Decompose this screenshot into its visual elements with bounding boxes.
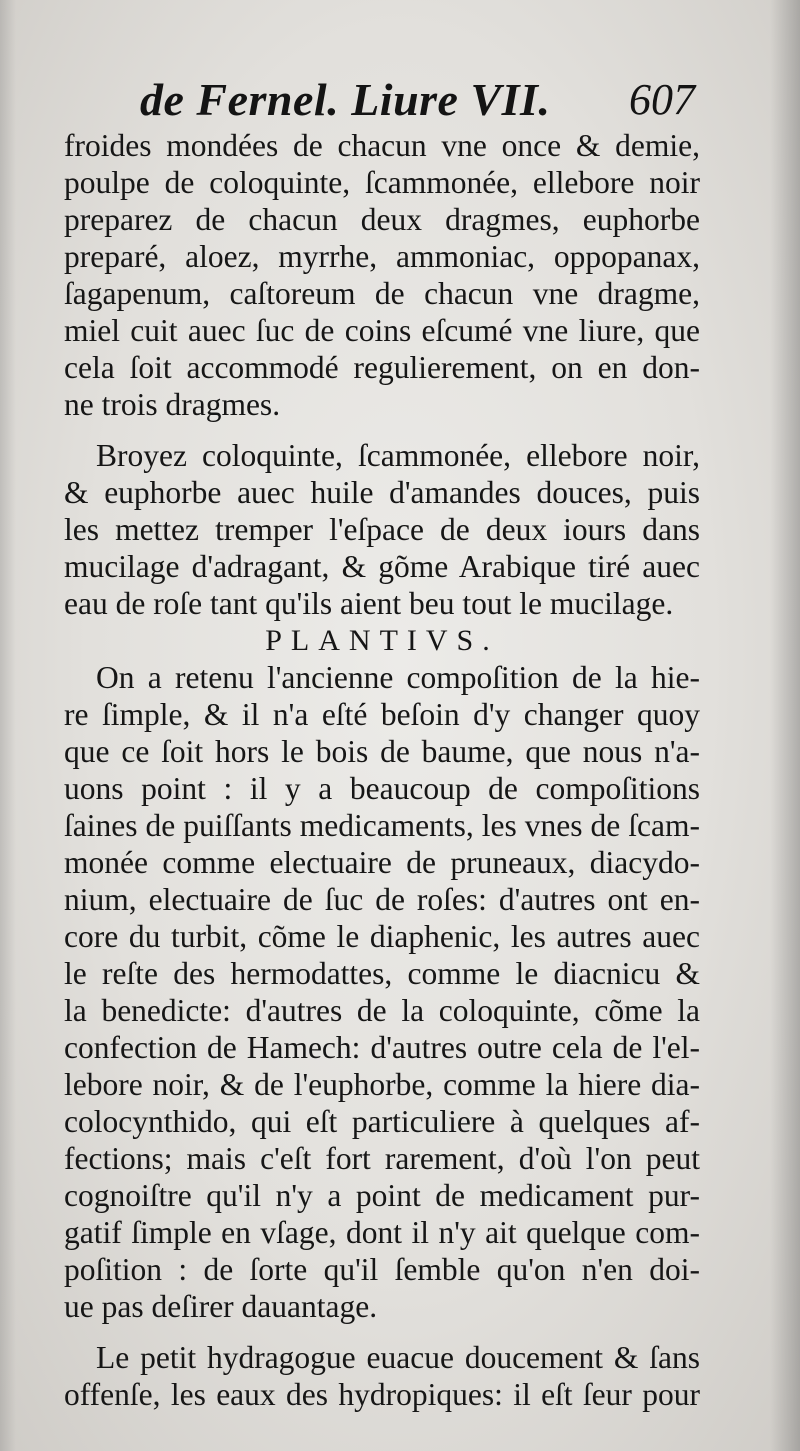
text-line: poulpe de coloquinte, ſcammonée, ellebore noir [64,165,700,200]
text-line: nium, electuaire de ſuc de roſes: d'autres ont en- [64,882,700,917]
text-line: uons point : il y a beaucoup de compoſitions [64,771,700,806]
text-line: Le petit hydragogue euacue doucement & ſans [96,1340,700,1375]
right-edge-shadow [770,0,800,1451]
text-line: gatif ſimple en vſage, dont il n'y ait quelque com- [64,1215,700,1250]
text-line: offenſe, les eaux des hydropiques: il eſt ſeur pour [64,1377,700,1412]
text-line: fections; mais c'eſt fort rarement, d'où l'on peut [64,1141,700,1176]
text-line: re ſimple, & il n'a eſté beſoin d'y changer quoy [64,697,700,732]
text-line: poſition : de ſorte qu'il ſemble qu'on n'en doi- [64,1252,700,1287]
text-line: On a retenu l'ancienne compoſition de la hie- [96,660,700,695]
text-line: preparez de chacun deux dragmes, euphorbe [64,202,700,237]
text-line: ne trois dragmes. [64,387,281,422]
running-title: de Fernel. Liure VII. [140,74,551,125]
text-line: & euphorbe auec huile d'amandes douces, puis [64,475,700,510]
text-line: que ce ſoit hors le bois de baume, que nous n'a- [64,734,700,769]
text-line: les mettez tremper l'eſpace de deux iours dans [64,512,700,547]
text-line: monée comme electuaire de pruneaux, diacydo- [64,845,700,880]
page-header [140,70,695,130]
text-line: froides mondées de chacun vne once & demie, [64,128,700,163]
text-line: ſaines de puiſſants medicaments, les vnes de ſcam- [64,808,700,843]
section-heading: PLANTIVS. [265,624,499,657]
left-edge-shadow [0,0,16,1451]
text-line: core du turbit, cõme le diaphenic, les autres auec [64,919,700,954]
text-line: lebore noir, & de l'euphorbe, comme la hiere dia- [64,1067,700,1102]
text-line: ue pas deſirer dauantage. [64,1289,378,1324]
text-line: ſagapenum, caſtoreum de chacun vne dragme, [64,276,700,311]
text-line: Broyez coloquinte, ſcammonée, ellebore noir, [96,438,700,473]
page-number: 607 [629,75,695,124]
text-line: colocynthido, qui eſt particuliere à quelques af- [64,1104,700,1139]
text-line: cela ſoit accommodé regulierement, on en don- [64,350,700,385]
text-line: miel cuit auec ſuc de coins eſcumé vne liure, que [64,313,700,348]
text-line: la benedicte: d'autres de la coloquinte, cõme la [64,993,700,1028]
text-line: confection de Hamech: d'autres outre cela de l'el- [64,1030,700,1065]
text-line: mucilage d'adragant, & gõme Arabique tiré auec [64,549,700,584]
text-line: le reſte des hermodattes, comme le diacnicu & [64,956,700,991]
text-line: eau de roſe tant qu'ils aient beu tout le mucilage. [64,586,674,621]
text-line: preparé, aloez, myrrhe, ammoniac, oppopanax, [64,239,700,274]
body-text [64,127,700,1413]
text-line: cognoiſtre qu'il n'y a point de medicament pur- [64,1178,700,1213]
